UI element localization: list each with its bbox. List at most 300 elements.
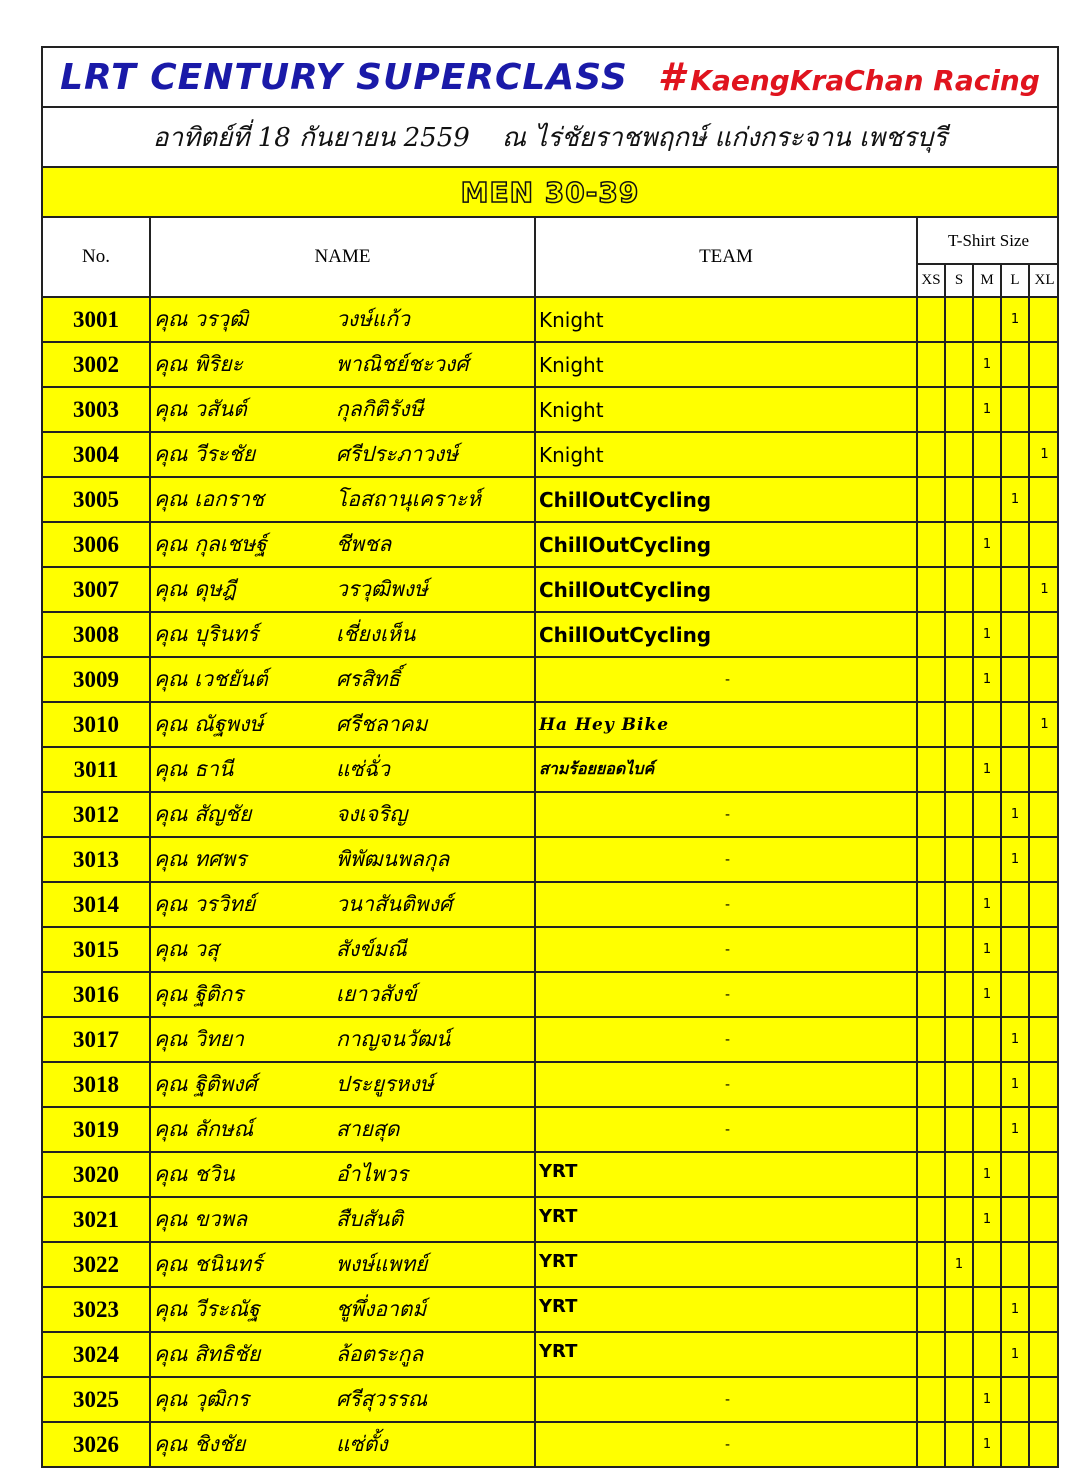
rider-name: คุณ สัญชัย จงเจริญ bbox=[151, 793, 536, 836]
first-name: เอกราช bbox=[194, 487, 265, 511]
first-name: สัญชัย bbox=[194, 802, 252, 826]
size-cell-xl bbox=[1030, 1018, 1059, 1061]
size-cell-s bbox=[946, 1018, 974, 1061]
last-name: พงษ์แพทย์ bbox=[336, 1252, 428, 1276]
size-cell-l bbox=[1002, 883, 1030, 926]
rider-number: 3021 bbox=[43, 1198, 151, 1241]
rider-number: 3019 bbox=[43, 1108, 151, 1151]
last-name: อำไพวร bbox=[336, 1162, 408, 1186]
table-row bbox=[43, 613, 1057, 658]
size-cell-xs bbox=[918, 1108, 946, 1151]
last-name: เชี่ยงเห็น bbox=[336, 622, 416, 646]
last-name: สืบสันติ bbox=[336, 1207, 403, 1231]
rider-number: 3020 bbox=[43, 1153, 151, 1196]
rider-name: คุณ วรวุฒิ วงษ์แก้ว bbox=[151, 298, 536, 341]
size-cell-l bbox=[1002, 703, 1030, 746]
hashtag: # KaengKraChan Racing bbox=[657, 55, 1040, 99]
size-cell-l bbox=[1002, 523, 1030, 566]
size-cell-s bbox=[946, 298, 974, 341]
rider-name: คุณ ชิงชัย แซ่ตั้ง bbox=[151, 1423, 536, 1466]
size-cell-xs bbox=[918, 748, 946, 791]
size-cell-xs bbox=[918, 388, 946, 431]
rider-number: 3008 bbox=[43, 613, 151, 656]
size-cell-l: 1 bbox=[1002, 1108, 1030, 1151]
table-row bbox=[43, 1243, 1057, 1288]
size-cell-xl bbox=[1030, 748, 1059, 791]
size-cell-xs bbox=[918, 1153, 946, 1196]
first-name: ธานี bbox=[194, 757, 234, 781]
last-name: วรวุฒิพงษ์ bbox=[336, 577, 428, 601]
table-row bbox=[43, 1333, 1057, 1378]
first-name: ดุษฎี bbox=[194, 577, 236, 601]
size-cell-m bbox=[974, 433, 1002, 476]
size-cell-s bbox=[946, 973, 974, 1016]
team-name: - bbox=[536, 883, 918, 926]
rider-name: คุณ ทศพร พิพัฒนพลกุล bbox=[151, 838, 536, 881]
team-name: - bbox=[536, 1423, 918, 1466]
team-name: YRT bbox=[536, 1198, 918, 1241]
table-row bbox=[43, 703, 1057, 748]
last-name: ชีพชล bbox=[336, 532, 392, 556]
team-name: Knight bbox=[536, 388, 918, 431]
rider-name: คุณ เวชยันต์ ศรสิทธิ์ bbox=[151, 658, 536, 701]
size-cell-m: 1 bbox=[974, 1153, 1002, 1196]
size-cell-l bbox=[1002, 1153, 1030, 1196]
size-cell-m: 1 bbox=[974, 343, 1002, 386]
size-cell-s bbox=[946, 1423, 974, 1466]
size-cell-m: 1 bbox=[974, 1198, 1002, 1241]
rider-number: 3024 bbox=[43, 1333, 151, 1376]
rider-name: คุณ กุลเชษฐ์ ชีพชล bbox=[151, 523, 536, 566]
size-cell-s bbox=[946, 478, 974, 521]
rider-number: 3004 bbox=[43, 433, 151, 476]
size-cell-m: 1 bbox=[974, 973, 1002, 1016]
size-cell-xs bbox=[918, 343, 946, 386]
rider-name: คุณ เอกราช โอสถานุเคราะห์ bbox=[151, 478, 536, 521]
table-row bbox=[43, 298, 1057, 343]
size-cell-l bbox=[1002, 658, 1030, 701]
size-cell-xs bbox=[918, 883, 946, 926]
category-heading: MEN 30-39 bbox=[43, 168, 1057, 218]
col-name: NAME bbox=[151, 218, 536, 296]
size-cell-m bbox=[974, 298, 1002, 341]
last-name: ชูพึ่งอาตม์ bbox=[336, 1297, 427, 1321]
size-cell-xs bbox=[918, 838, 946, 881]
rider-name: คุณ วิทยา กาญจนวัฒน์ bbox=[151, 1018, 536, 1061]
team-name: - bbox=[536, 793, 918, 836]
size-cell-xs bbox=[918, 1198, 946, 1241]
first-name: ทศพร bbox=[194, 847, 247, 871]
first-name: วสันต์ bbox=[194, 397, 247, 421]
table-row bbox=[43, 1108, 1057, 1153]
size-cell-xl bbox=[1030, 478, 1059, 521]
event-venue: ณ ไร่ชัยราชพฤกษ์ แก่งกระจาน เพชรบุรี bbox=[501, 122, 948, 153]
table-row bbox=[43, 478, 1057, 523]
team-name: Knight bbox=[536, 433, 918, 476]
rider-number: 3011 bbox=[43, 748, 151, 791]
size-cell-xs bbox=[918, 658, 946, 701]
size-cell-m bbox=[974, 1063, 1002, 1106]
size-cell-m bbox=[974, 838, 1002, 881]
size-cell-l bbox=[1002, 613, 1030, 656]
table-row bbox=[43, 928, 1057, 973]
team-name: - bbox=[536, 1018, 918, 1061]
size-cell-xs bbox=[918, 1063, 946, 1106]
size-cell-s bbox=[946, 793, 974, 836]
rider-number: 3012 bbox=[43, 793, 151, 836]
size-cell-m bbox=[974, 793, 1002, 836]
first-name: เวชยันต์ bbox=[194, 667, 268, 691]
size-cell-l bbox=[1002, 973, 1030, 1016]
team-name: ChillOutCycling bbox=[536, 568, 918, 611]
first-name: ณัฐพงษ์ bbox=[194, 712, 264, 736]
size-cell-l: 1 bbox=[1002, 838, 1030, 881]
last-name: แซ่ฉั่ว bbox=[336, 757, 390, 781]
col-size-m: M bbox=[974, 265, 1002, 296]
size-cell-l: 1 bbox=[1002, 298, 1030, 341]
rider-number: 3005 bbox=[43, 478, 151, 521]
size-cell-xs bbox=[918, 703, 946, 746]
rider-number: 3007 bbox=[43, 568, 151, 611]
size-cell-xs bbox=[918, 1378, 946, 1421]
table-row bbox=[43, 838, 1057, 883]
table-row bbox=[43, 658, 1057, 703]
size-cell-xl bbox=[1030, 1288, 1059, 1331]
first-name: ชิงชัย bbox=[194, 1432, 246, 1456]
size-cell-xl bbox=[1030, 1198, 1059, 1241]
first-name: วิทยา bbox=[194, 1027, 244, 1051]
size-cell-s bbox=[946, 613, 974, 656]
last-name: โอสถานุเคราะห์ bbox=[336, 487, 481, 511]
table-row bbox=[43, 1063, 1057, 1108]
rider-name: คุณ วสันต์ กุลกิติรังษี bbox=[151, 388, 536, 431]
col-tshirt-size: T-Shirt Size bbox=[918, 218, 1059, 265]
size-cell-s bbox=[946, 1198, 974, 1241]
rider-name: คุณ ดุษฎี วรวุฒิพงษ์ bbox=[151, 568, 536, 611]
size-cell-s bbox=[946, 1063, 974, 1106]
registration-sheet bbox=[41, 46, 1059, 1468]
size-cell-xl bbox=[1030, 973, 1059, 1016]
first-name: พิริยะ bbox=[194, 352, 243, 376]
first-name: สิทธิชัย bbox=[194, 1342, 261, 1366]
size-cell-xl bbox=[1030, 298, 1059, 341]
size-cell-xs bbox=[918, 928, 946, 971]
last-name: ศรีชลาคม bbox=[336, 712, 428, 736]
rider-number: 3014 bbox=[43, 883, 151, 926]
size-cell-xs bbox=[918, 1243, 946, 1286]
size-cell-s bbox=[946, 838, 974, 881]
size-cell-xl: 1 bbox=[1040, 447, 1049, 462]
size-cell-xs bbox=[918, 523, 946, 566]
rider-name: คุณ ฐิติพงศ์ ประยูรหงษ์ bbox=[151, 1063, 536, 1106]
table-row bbox=[43, 388, 1057, 433]
size-cell-m bbox=[974, 1108, 1002, 1151]
first-name: บุรินทร์ bbox=[194, 622, 259, 646]
size-cell-xl bbox=[1030, 1243, 1059, 1286]
first-name: วสุ bbox=[194, 937, 219, 961]
first-name: ขวพล bbox=[194, 1207, 248, 1231]
size-cell-m bbox=[974, 1288, 1002, 1331]
size-cell-s bbox=[946, 388, 974, 431]
table-row bbox=[43, 343, 1057, 388]
team-name: YRT bbox=[536, 1153, 918, 1196]
size-cell-l: 1 bbox=[1002, 1063, 1030, 1106]
size-cell-l bbox=[1002, 1198, 1030, 1241]
size-cell-xl bbox=[1030, 928, 1059, 971]
size-cell-m: 1 bbox=[974, 523, 1002, 566]
rider-number: 3003 bbox=[43, 388, 151, 431]
size-cell-m bbox=[974, 478, 1002, 521]
size-cell-m bbox=[974, 1018, 1002, 1061]
rider-number: 3009 bbox=[43, 658, 151, 701]
size-cell-xs bbox=[918, 973, 946, 1016]
size-cell-s bbox=[946, 343, 974, 386]
team-name: ChillOutCycling bbox=[536, 523, 918, 566]
first-name: กุลเชษฐ์ bbox=[194, 532, 267, 556]
team-name: Ha Hey Bike bbox=[536, 703, 918, 746]
size-cell-m: 1 bbox=[974, 1378, 1002, 1421]
size-cell-l bbox=[1002, 1378, 1030, 1421]
team-name: ChillOutCycling bbox=[536, 613, 918, 656]
team-name: YRT bbox=[536, 1288, 918, 1331]
size-cell-xs bbox=[918, 433, 946, 476]
last-name: ศรีสุวรรณ bbox=[336, 1387, 428, 1411]
team-name: YRT bbox=[536, 1243, 918, 1286]
table-row bbox=[43, 568, 1057, 613]
col-size-xl: XL bbox=[1034, 272, 1055, 288]
size-cell-l bbox=[1002, 388, 1030, 431]
size-cell-s bbox=[946, 1288, 974, 1331]
size-cell-l bbox=[1002, 433, 1030, 476]
team-name: ChillOutCycling bbox=[536, 478, 918, 521]
last-name: เยาวสังข์ bbox=[336, 982, 417, 1006]
size-cell-l: 1 bbox=[1002, 1288, 1030, 1331]
first-name: วีระชัย bbox=[194, 442, 256, 466]
size-cell-xs bbox=[918, 613, 946, 656]
size-cell-m: 1 bbox=[974, 388, 1002, 431]
size-cell-xs bbox=[918, 793, 946, 836]
rider-name: คุณ ชวิน อำไพวร bbox=[151, 1153, 536, 1196]
rider-name: คุณ ขวพล สืบสันติ bbox=[151, 1198, 536, 1241]
table-row bbox=[43, 523, 1057, 568]
table-row bbox=[43, 1423, 1057, 1468]
table-row bbox=[43, 793, 1057, 838]
last-name: ประยูรหงษ์ bbox=[336, 1072, 434, 1096]
size-cell-m bbox=[974, 568, 1002, 611]
last-name: ศรสิทธิ์ bbox=[336, 667, 401, 691]
last-name: ล้อตระกูล bbox=[336, 1342, 424, 1366]
table-row bbox=[43, 1288, 1057, 1333]
size-cell-xl bbox=[1030, 1153, 1059, 1196]
rider-number: 3025 bbox=[43, 1378, 151, 1421]
team-name: YRT bbox=[536, 1333, 918, 1376]
rider-number: 3017 bbox=[43, 1018, 151, 1061]
last-name: แซ่ตั้ง bbox=[336, 1432, 388, 1456]
col-size-l: L bbox=[1002, 265, 1030, 296]
size-cell-m: 1 bbox=[974, 928, 1002, 971]
event-title: LRT CENTURY SUPERCLASS bbox=[60, 56, 628, 98]
last-name: จงเจริญ bbox=[336, 802, 408, 826]
size-cell-s bbox=[946, 433, 974, 476]
rider-number: 3022 bbox=[43, 1243, 151, 1286]
table-row bbox=[43, 1198, 1057, 1243]
first-name: ชนินทร์ bbox=[194, 1252, 263, 1276]
size-cell-m: 1 bbox=[974, 613, 1002, 656]
size-cell-m bbox=[974, 1243, 1002, 1286]
size-cell-m bbox=[974, 1333, 1002, 1376]
size-cell-s bbox=[946, 703, 974, 746]
first-name: วีระณัฐ bbox=[194, 1297, 260, 1321]
size-cell-s bbox=[946, 1378, 974, 1421]
team-name: Knight bbox=[536, 343, 918, 386]
size-cell-xl bbox=[1030, 883, 1059, 926]
table-row bbox=[43, 1018, 1057, 1063]
table-row bbox=[43, 1378, 1057, 1423]
size-cell-s bbox=[946, 928, 974, 971]
team-name: - bbox=[536, 1378, 918, 1421]
size-cell-xs bbox=[918, 298, 946, 341]
size-cell-xl bbox=[1030, 388, 1059, 431]
team-name: - bbox=[536, 928, 918, 971]
table-row bbox=[43, 973, 1057, 1018]
table-header bbox=[43, 218, 1057, 298]
size-cell-l bbox=[1002, 748, 1030, 791]
size-cell-xs bbox=[918, 1423, 946, 1466]
col-size-s: S bbox=[946, 265, 974, 296]
first-name: ฐิติพงศ์ bbox=[194, 1072, 257, 1096]
team-name: - bbox=[536, 1063, 918, 1106]
last-name: พาณิชย์ชะวงศ์ bbox=[336, 352, 469, 376]
size-cell-xl bbox=[1030, 1423, 1059, 1466]
last-name: กาญจนวัฒน์ bbox=[336, 1027, 451, 1051]
col-no: No. bbox=[43, 218, 151, 296]
size-cell-l: 1 bbox=[1002, 1333, 1030, 1376]
rider-name: คุณ วสุ สังข์มณี bbox=[151, 928, 536, 971]
last-name: วนาสันติพงศ์ bbox=[336, 892, 453, 916]
rider-name: คุณ พิริยะ พาณิชย์ชะวงศ์ bbox=[151, 343, 536, 386]
last-name: สังข์มณี bbox=[336, 937, 407, 961]
team-name: - bbox=[536, 1108, 918, 1151]
size-cell-xs bbox=[918, 1018, 946, 1061]
first-name: วุฒิกร bbox=[194, 1387, 249, 1411]
size-cell-xl bbox=[1030, 1378, 1059, 1421]
rider-number: 3026 bbox=[43, 1423, 151, 1466]
size-cell-s bbox=[946, 883, 974, 926]
team-name: - bbox=[536, 658, 918, 701]
size-cell-xl bbox=[1030, 793, 1059, 836]
size-cell-xl bbox=[1030, 1108, 1059, 1151]
rider-number: 3002 bbox=[43, 343, 151, 386]
size-cell-s: 1 bbox=[946, 1243, 974, 1286]
table-row bbox=[43, 748, 1057, 793]
size-cell-xl: 1 bbox=[1040, 717, 1049, 732]
rider-number: 3006 bbox=[43, 523, 151, 566]
team-name: - bbox=[536, 838, 918, 881]
size-cell-l: 1 bbox=[1002, 478, 1030, 521]
rider-name: คุณ วรวิทย์ วนาสันติพงศ์ bbox=[151, 883, 536, 926]
size-cell-m bbox=[974, 703, 1002, 746]
size-cell-m: 1 bbox=[974, 748, 1002, 791]
size-cell-xl bbox=[1030, 1333, 1059, 1376]
col-size-xs: XS bbox=[918, 265, 946, 296]
size-cell-s bbox=[946, 748, 974, 791]
size-cell-xl bbox=[1030, 658, 1059, 701]
size-cell-l bbox=[1002, 343, 1030, 386]
last-name: กุลกิติรังษี bbox=[336, 397, 424, 421]
rider-name: คุณ บุรินทร์ เชี่ยงเห็น bbox=[151, 613, 536, 656]
rider-number: 3001 bbox=[43, 298, 151, 341]
rider-name: คุณ ลักษณ์ สายสุด bbox=[151, 1108, 536, 1151]
rider-name: คุณ ชนินทร์ พงษ์แพทย์ bbox=[151, 1243, 536, 1286]
size-cell-xs bbox=[918, 1333, 946, 1376]
col-team: TEAM bbox=[536, 218, 918, 296]
size-cell-m: 1 bbox=[974, 658, 1002, 701]
title-bar bbox=[43, 48, 1057, 108]
last-name: สายสุด bbox=[336, 1117, 400, 1141]
first-name: ลักษณ์ bbox=[194, 1117, 254, 1141]
team-name: สามร้อยยอดไบค์ bbox=[536, 748, 918, 791]
rider-number: 3018 bbox=[43, 1063, 151, 1106]
size-cell-s bbox=[946, 1333, 974, 1376]
rider-number: 3016 bbox=[43, 973, 151, 1016]
size-cell-xl bbox=[1030, 838, 1059, 881]
size-cell-l bbox=[1002, 1423, 1030, 1466]
table-row bbox=[43, 433, 1057, 478]
size-cell-s bbox=[946, 1108, 974, 1151]
size-cell-xs bbox=[918, 568, 946, 611]
last-name: ศรีประภาวงษ์ bbox=[336, 442, 459, 466]
size-cell-xl bbox=[1030, 343, 1059, 386]
event-date: อาทิตย์ที่ 18 กันยายน 2559 bbox=[152, 122, 470, 153]
first-name: วรวุฒิ bbox=[194, 307, 249, 331]
size-cell-l bbox=[1002, 1243, 1030, 1286]
size-cell-m: 1 bbox=[974, 883, 1002, 926]
rider-number: 3023 bbox=[43, 1288, 151, 1331]
rider-number: 3013 bbox=[43, 838, 151, 881]
rider-name: คุณ สิทธิชัย ล้อตระกูล bbox=[151, 1333, 536, 1376]
size-cell-xl: 1 bbox=[1040, 582, 1049, 597]
team-name: Knight bbox=[536, 298, 918, 341]
rider-number: 3015 bbox=[43, 928, 151, 971]
rider-name: คุณ วุฒิกร ศรีสุวรรณ bbox=[151, 1378, 536, 1421]
size-cell-xs bbox=[918, 1288, 946, 1331]
table-row bbox=[43, 883, 1057, 928]
rider-name: คุณ ฐิติกร เยาวสังข์ bbox=[151, 973, 536, 1016]
size-cell-xl bbox=[1030, 523, 1059, 566]
size-cell-xs bbox=[918, 478, 946, 521]
first-name: วรวิทย์ bbox=[194, 892, 256, 916]
rider-name: คุณ ธานี แซ่ฉั่ว bbox=[151, 748, 536, 791]
table-body bbox=[43, 298, 1057, 1468]
size-cell-s bbox=[946, 1153, 974, 1196]
size-cell-l: 1 bbox=[1002, 1018, 1030, 1061]
size-cell-l bbox=[1002, 928, 1030, 971]
last-name: พิพัฒนพลกุล bbox=[336, 847, 450, 871]
size-cell-m: 1 bbox=[974, 1423, 1002, 1466]
size-cell-xl bbox=[1030, 613, 1059, 656]
event-date-venue bbox=[43, 108, 1057, 168]
first-name: ฐิติกร bbox=[194, 982, 244, 1006]
size-cell-xl bbox=[1030, 1063, 1059, 1106]
rider-name: คุณ ณัฐพงษ์ ศรีชลาคม bbox=[151, 703, 536, 746]
rider-number: 3010 bbox=[43, 703, 151, 746]
size-cell-s bbox=[946, 523, 974, 566]
first-name: ชวิน bbox=[194, 1162, 235, 1186]
rider-name: คุณ วีระณัฐ ชูพึ่งอาตม์ bbox=[151, 1288, 536, 1331]
table-row bbox=[43, 1153, 1057, 1198]
size-cell-s bbox=[946, 658, 974, 701]
rider-name: คุณ วีระชัย ศรีประภาวงษ์ bbox=[151, 433, 536, 476]
